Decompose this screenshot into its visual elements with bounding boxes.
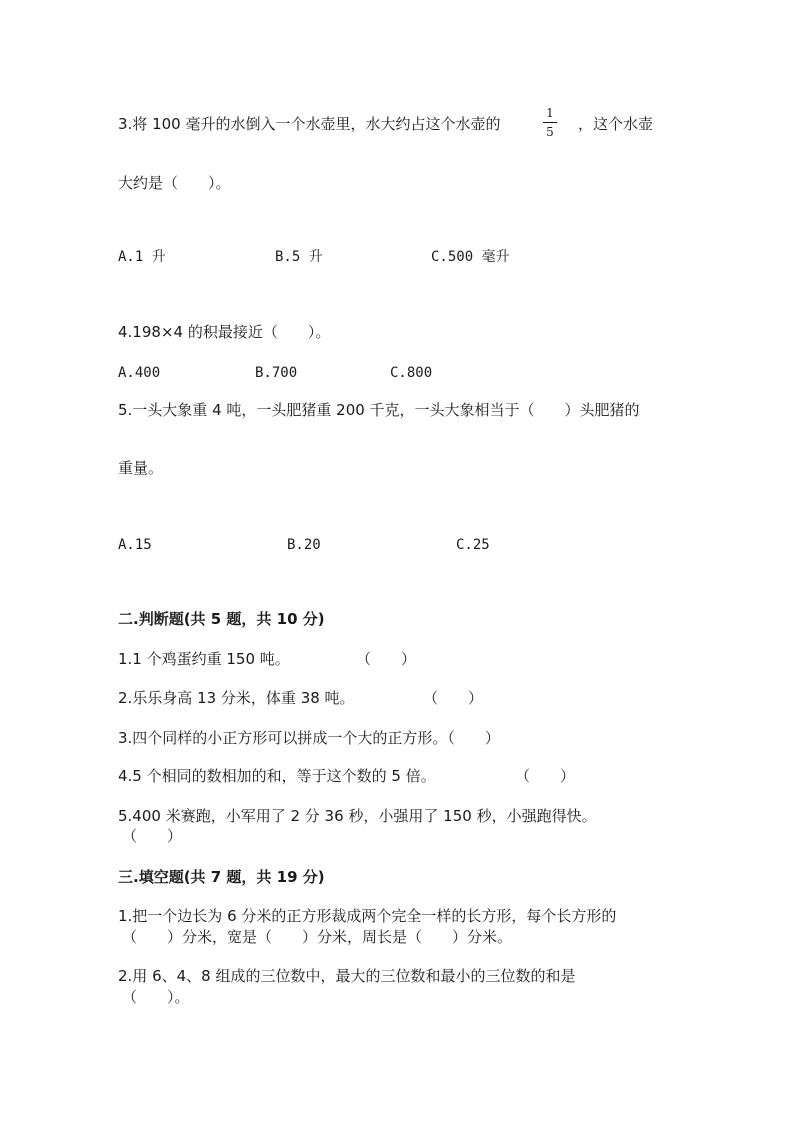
- judge-item-1-paren: （ ）: [356, 650, 417, 668]
- fill-q2-line1: 2.用 6、4、8 组成的三位数中，最大的三位数和最小的三位数的和是: [118, 967, 576, 985]
- judge-item-4-paren: （ ）: [515, 767, 576, 785]
- q5-line1: 5.一头大象重 4 吨，一头肥猪重 200 千克，一头大象相当于（ ）头肥猪的: [118, 401, 640, 419]
- fill-q1-line2: （ ）分米，宽是（ ）分米，周长是（ ）分米。: [122, 928, 513, 946]
- q3-text-before: 3.将 100 毫升的水倒入一个水壶里，水大约占这个水壶的: [118, 115, 501, 133]
- q3-text-after: ，这个水壶: [578, 115, 654, 133]
- q4-option-c: C.800: [390, 365, 433, 381]
- judge-item-4: 4.5 个相同的数相加的和，等于这个数的 5 倍。: [118, 767, 436, 785]
- fill-q1-line1: 1.把一个边长为 6 分米的正方形裁成两个完全一样的长方形，每个长方形的: [118, 907, 617, 925]
- section2-title: 二.判断题(共 5 题，共 10 分): [118, 610, 325, 628]
- q4-text: 4.198×4 的积最接近（ ）。: [118, 323, 331, 341]
- q3-fraction: [543, 106, 557, 139]
- q3-option-a: A.1 升: [118, 249, 166, 265]
- judge-item-2: 2.乐乐身高 13 分米，体重 38 吨。: [118, 689, 355, 707]
- judge-item-2-paren: （ ）: [423, 689, 484, 707]
- q5-option-b: B.20: [287, 537, 321, 553]
- judge-item-3: 3.四个同样的小正方形可以拼成一个大的正方形。（ ）: [118, 729, 500, 747]
- q5-line2: 重量。: [118, 459, 164, 477]
- judge-item-1: 1.1 个鸡蛋约重 150 吨。: [118, 650, 290, 668]
- fraction-bar: [543, 122, 557, 123]
- q4-option-b: B.700: [255, 365, 298, 381]
- fraction-numerator: 1: [546, 106, 554, 120]
- q5-option-a: A.15: [118, 537, 152, 553]
- fraction-denominator: 5: [546, 125, 554, 139]
- q3-line2: 大约是（ ）。: [118, 174, 231, 192]
- q4-option-a: A.400: [118, 365, 161, 381]
- q5-option-c: C.25: [456, 537, 490, 553]
- fill-q2-line2: （ ）。: [122, 988, 190, 1006]
- q3-option-b: B.5 升: [275, 249, 323, 265]
- judge-item-5: 5.400 米赛跑，小军用了 2 分 36 秒，小强用了 150 秒，小强跑得快。: [118, 807, 597, 825]
- section3-title: 三.填空题(共 7 题，共 19 分): [118, 868, 325, 886]
- q3-option-c: C.500 毫升: [431, 249, 510, 265]
- judge-item-5-paren: （ ）: [122, 827, 183, 845]
